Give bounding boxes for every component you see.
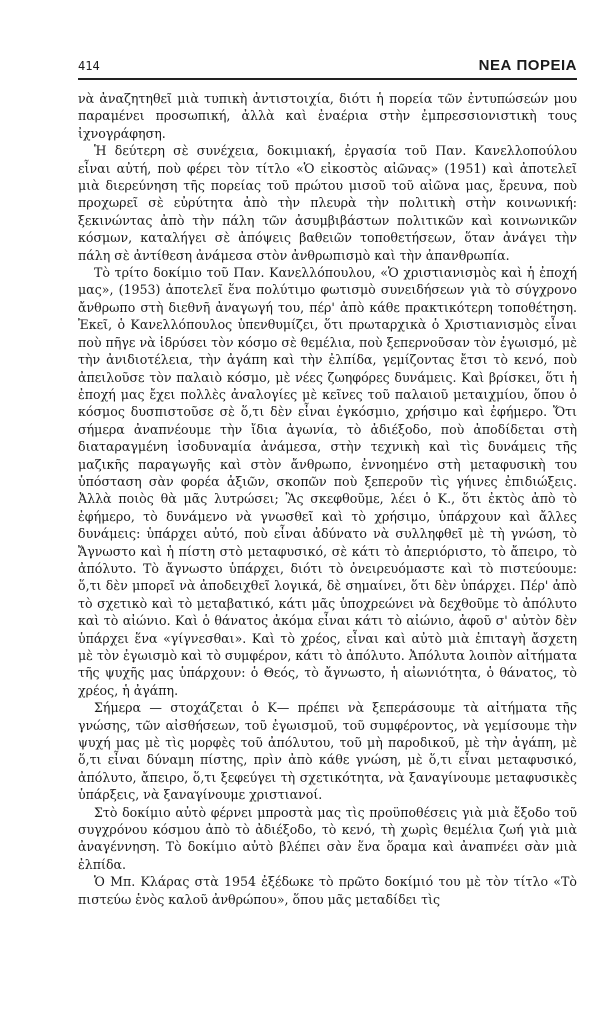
paragraph: Σήμερα — στοχάζεται ὁ Κ— πρέπει νὰ ξεπεράσουμε τὰ αἰτήματα τῆς γνώσης, τῶν αἰσθήσεων, τοῦ ἐγωισμοῦ, τοῦ συμφέροντος, νὰ γεμίσουμε τὴν ψυχή μας μὲ τὶς μορφὲς τοῦ ἀπόλυτου, τοῦ μὴ παροδικοῦ, μὲ τὴν ἀγάπη, μὲ ὅ,τι εἶναι δύναμη πίστης, πρὶν ἀπὸ κάθε γνώση, μὲ ὅ,τι εἶναι μεταφυσικό, ἀπόλυτο, ἄπειρο, ὅ,τι ξεφεύγει τὴ σχετικότητα, νὰ ξαναγίνουμε μεταφυσικὲς ὑπάρξεις, νὰ ξαναγίνουμε χριστιανοί. <box>78 700 577 803</box>
paragraph: Στὸ δοκίμιο αὐτὸ φέρνει μπροστὰ μας τὶς προϋποθέσεις γιὰ μιὰ ἔξοδο τοῦ συγχρόνου κόσμου ἀπὸ τὸ ἀδιέξοδο, τὸ κενό, τὴ χωρὶς θεμέλια ζωή γιὰ μιὰ ἀναγέννηση. Τὸ δοκίμιο αὐτὸ βλέπει σὰν ἕνα ὅραμα καὶ ἀναπνέει σὰν μιὰ ἐλπίδα. <box>78 804 577 872</box>
paragraph: Ὁ Μπ. Κλάρας στὰ 1954 ἐξέδωκε τὸ πρῶτο δοκίμιό του μὲ τὸν τίτλο «Τὸ πιστεύω ἑνὸς καλοῦ ἀνθρώπου», ὅπου μᾶς μεταδίδει τὶς <box>78 874 577 907</box>
body-text <box>78 90 577 908</box>
paragraph: Ἡ δεύτερη σὲ συνέχεια, δοκιμιακή, ἐργασία τοῦ Παν. Κανελλοπούλου εἶναι αὐτή, ποὺ φέρει τὸν τίτλο «Ὁ εἰκοστὸς αἰῶνας» (1951) καὶ ἀποτελεῖ μιὰ διερεύνηση τῆς πορείας τοῦ πρώτου μισοῦ τοῦ αἰῶνα μας, ἔρευνα, ποὺ προχωρεῖ σὲ εὐρύτητα ἀπὸ τὴν πλευρὰ τὴν πολιτικὴ στὴν κοινωνική: ξεκινώντας ἀπὸ τὴν πάλη τῶν ἀσυμβιβάστων πολιτικῶν καὶ κοινωνικῶν κόσμων, καταλήγει σὲ ἀπόψεις βαθειῶν τοποθετήσεων, ὅταν ἀνάγει τὴν πάλη σὲ ἀντίθεση ἀνάμεσα στὸν ἀνθρωπισμὸ καὶ τὴν ἀπανθρωπία. <box>78 143 577 263</box>
header-rule <box>78 78 577 80</box>
journal-title: ΝΕΑ ΠΟΡΕΙΑ <box>478 57 577 74</box>
page-number: 414 <box>78 59 100 73</box>
paragraph: Τὸ τρίτο δοκίμιο τοῦ Παν. Κανελλόπουλου, «Ὁ χριστιανισμὸς καὶ ἡ ἐποχή μας», (1953) ἀποτελεῖ ἕνα πολύτιμο φωτισμὸ συνειδήσεων γιὰ τὸ σύγχρονο ἄνθρωπο στὴ διεθνῆ ἀναγωγή του, πέρ' ἀπὸ κάθε πρακτικότερη τοποθέτηση. Ἐκεῖ, ὁ Κανελλόπουλος ὑπενθυμίζει, ὅτι πρωταρχικὰ ὁ Χριστιανισμὸς εἶναι ποὺ πῆγε νὰ ἱδρύσει τὸν κόσμο σὲ θεμέλια, ποὺ ξεπερνοῦσαν τὸν ἐγωισμό, μὲ τὴν ἀνιδιοτέλεια, τὴν ἀγάπη καὶ τὴν ἐλπίδα, γεμίζοντας ἔτσι τὸ κενό, ποὺ ἀπειλοῦσε τὸν παλαιὸ κόσμο, μὲ νέες ζωηφόρες δυνάμεις. Καὶ βρίσκει, ὅτι ἡ ἐποχή μας ἔχει πολλὲς ἀναλογίες μὲ κεῖνες τοῦ παλαιοῦ μεταιχμίου, ὅπου ὁ κόσμος δυσπιστοῦσε σὲ ὅ,τι δὲν εἶναι ἐγκόσμιο, χρήσιμο καὶ ἐφήμερο. Ὅτι σήμερα ἀναπνέουμε τὴν ἴδια ἀγωνία, τὸ ἀδιέξοδο, ποὺ ἀποδίδεται στὴ διαταραγμένη ἰσοδυναμία ἀνάμεσα, στὴν τεχνικὴ καὶ τὶς δυνάμεις τῆς μαζικῆς παραγωγῆς καὶ στὸν ἄνθρωπο, ἐννοημένο στὴ μεταφυσικὴ του ὑπόσταση σὰν φορέα ἀξιῶν, σκοπῶν ποὺ ξεπεροῦν τὶς γήινες ἐπιδιώξεις. Ἀλλὰ ποιὸς θὰ μᾶς λυτρώσει; Ἂς σκεφθοῦμε, λέει ὁ Κ., ὅτι ἐκτὸς ἀπὸ τὸ ἐφήμερο, τὸ δυνάμενο νὰ γνωσθεῖ καὶ τὸ χρήσιμο, ὑπάρχουν καὶ ἄλλες δυνάμεις: ὑπάρχει αὐτό, ποὺ εἶναι ἀδύνατο νὰ συλληφθεῖ μὲ τὴ γνώση, τὸ Ἄγνωστο καὶ ἡ πίστη στὸ μεταφυσικό, σὲ κάτι τὸ ἀπεριόριστο, τὸ ἄπειρο, τὸ ἀπόλυτο. Τὸ ἄγνωστο ὑπάρχει, διότι τὸ ὀνειρευόμαστε καὶ τὸ πιστεύουμε: ὅ,τι δὲν μπορεῖ νὰ ἀποδειχθεῖ λογικά, δὲ σημαίνει, ὅτι δὲν ὑπάρχει. Πέρ' ἀπὸ τὸ σχετικὸ καὶ τὸ μεταβατικό, κάτι μᾶς ὑποχρεώνει νὰ δεχθοῦμε τὸ ἀπόλυτο καὶ τὸ αἰώνιο. Καὶ ὁ θάνατος ἀκόμα εἶναι κάτι τὸ αἰώνιο, ἀφοῦ σ' αὐτὸν δὲν ὑπάρχει ἕνα «γίγνεσθαι». Καὶ τὸ χρέος, εἶναι καὶ αὐτὸ μιὰ ἐπιταγὴ ἄσχετη μὲ τὸν ἐγωισμὸ καὶ τὸ συμφέρον, κάτι τὸ ἀπόλυτο. Ἀπόλυτα λοιπὸν αἰτήματα τῆς ψυχῆς μας ὑπάρχουν: ὁ Θεός, τὸ ἄγνωστο, ἡ αἰωνιότητα, ὁ θάνατος, τὸ χρέος, ἡ ἀγάπη. <box>78 265 577 698</box>
paragraph: νὰ ἀναζητηθεῖ μιὰ τυπικὴ ἀντιστοιχία, διότι ἡ πορεία τῶν ἐντυπώσεών μου παραμένει προσωπική, ἀλλὰ καὶ ἐναέρια στὴν ἐμπρεσσιονιστικὴ τους ἰχνογράφηση. <box>78 91 577 141</box>
page-header <box>78 58 577 74</box>
